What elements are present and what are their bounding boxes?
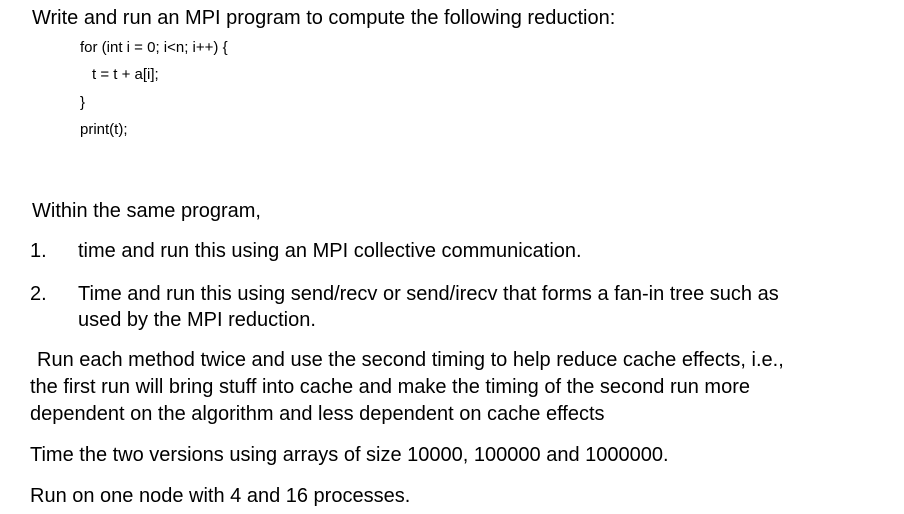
code-line-for: for (int i = 0; i<n; i++) { bbox=[80, 39, 228, 56]
process-count-text: Run on one node with 4 and 16 processes. bbox=[30, 485, 411, 507]
paragraph-line-1: Run each method twice and use the second timing to help reduce cache effects, i.e., bbox=[37, 349, 784, 371]
list-number-1: 1. bbox=[30, 240, 47, 262]
code-line-sum: t = t + a[i]; bbox=[92, 66, 159, 83]
assignment-heading: Write and run an MPI program to compute the following reduction: bbox=[32, 7, 616, 29]
list-item-2-line-2: used by the MPI reduction. bbox=[78, 309, 316, 331]
list-item-2-line-1: Time and run this using send/recv or send/irecv that forms a fan-in tree such as bbox=[78, 283, 779, 305]
list-item-1-text: time and run this using an MPI collective communication. bbox=[78, 240, 582, 262]
list-number-2: 2. bbox=[30, 283, 47, 305]
intro-text: Within the same program, bbox=[32, 200, 261, 222]
code-line-print: print(t); bbox=[80, 121, 128, 138]
paragraph-line-2: the first run will bring stuff into cache and make the timing of the second run more bbox=[30, 376, 750, 398]
array-sizes-text: Time the two versions using arrays of size 10000, 100000 and 1000000. bbox=[30, 444, 669, 466]
paragraph-line-3: dependent on the algorithm and less dependent on cache effects bbox=[30, 403, 605, 425]
code-line-close: } bbox=[80, 94, 86, 111]
